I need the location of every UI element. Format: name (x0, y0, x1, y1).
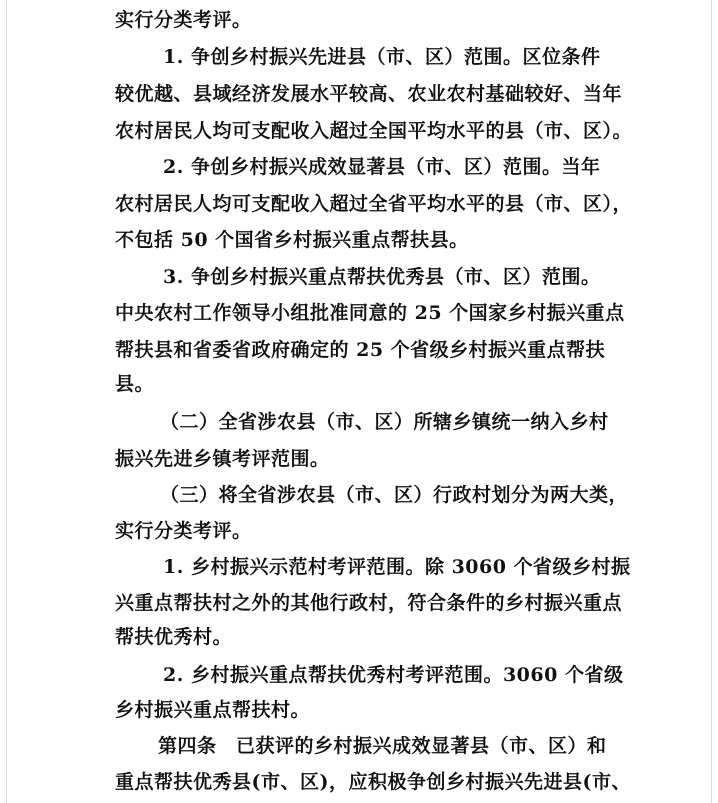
text-line: 第四条 已获评的乡村振兴成效显著县（市、区）和 (158, 735, 607, 757)
text-line: 较优越、县域经济发展水平较高、农业农村基础较好、当年 (115, 83, 623, 105)
text-line: 1. 乡村振兴示范村考评范围。除 3060 个省级乡村振 (163, 556, 631, 578)
text-line: 实行分类考评。 (115, 9, 252, 31)
text-line: 农村居民人均可支配收入超过全国平均水平的县（市、区）。 (115, 120, 633, 142)
text-line: 不包括 50 个国省乡村振兴重点帮扶县。 (115, 229, 469, 251)
text-line: 2. 争创乡村振兴成效显著县（市、区）范围。当年 (163, 156, 601, 178)
text-line: （二）全省涉农县（市、区）所辖乡镇统一纳入乡村 (160, 411, 609, 433)
text-line: 中央农村工作领导小组批准同意的 25 个国家乡村振兴重点 (115, 302, 625, 324)
text-line: 帮扶优秀村。 (115, 626, 233, 648)
text-line: 乡村振兴重点帮扶村。 (115, 699, 311, 721)
text-line: 重点帮扶优秀县(市、区)，应积极争创乡村振兴先进县(市、 (115, 771, 631, 793)
text-line: 3. 争创乡村振兴重点帮扶优秀县（市、区）范围。 (163, 266, 601, 288)
text-line: 振兴先进乡镇考评范围。 (115, 448, 330, 470)
text-line: 1. 争创乡村振兴先进县（市、区）范围。区位条件 (163, 46, 601, 68)
text-line: 实行分类考评。 (115, 520, 252, 542)
text-line: （三）将全省涉农县（市、区）行政村划分为两大类， (160, 484, 629, 506)
text-line: 帮扶县和省委省政府确定的 25 个省级乡村振兴重点帮扶 (115, 339, 606, 361)
text-line: 县。 (115, 373, 155, 395)
text-line: 农村居民人均可支配收入超过全省平均水平的县（市、区）， (115, 193, 633, 215)
text-line: 2. 乡村振兴重点帮扶优秀村考评范围。3060 个省级 (163, 664, 624, 686)
text-line: 兴重点帮扶村之外的其他行政村，符合条件的乡村振兴重点 (115, 592, 623, 614)
